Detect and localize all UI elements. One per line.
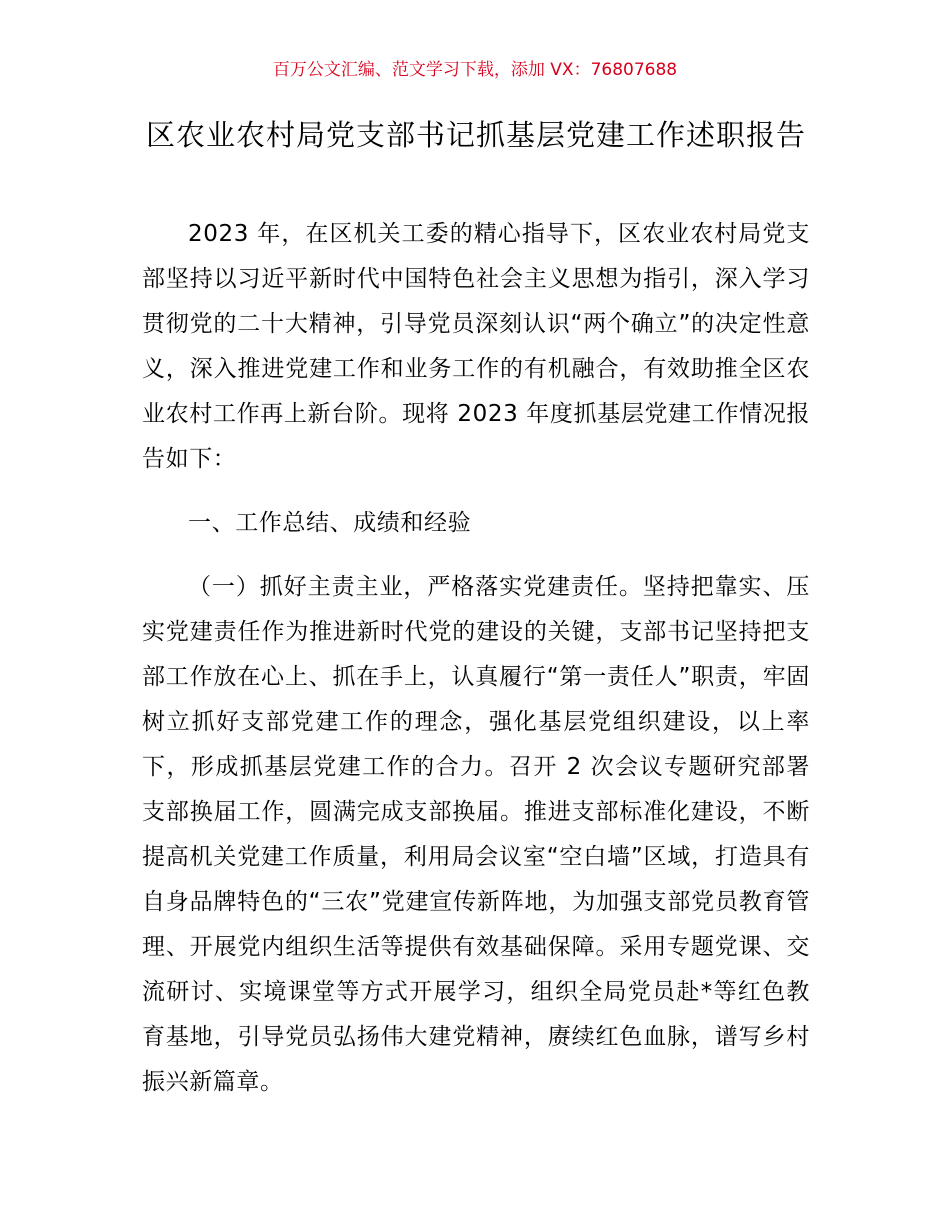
section-heading: 一、工作总结、成绩和经验 xyxy=(188,510,472,536)
document-title: 区农业农村局党支部书记抓基层党建工作述职报告 xyxy=(145,118,806,152)
intro-paragraph: 2023 年，在区机关工委的精心指导下，区农业农村局党支部坚持以习近平新时代中国特色社会主义思想为指引，深入学习贯彻党的二十大精神，引导党员深刻认识“两个确立”的决定性意义，深入推进党建工作和业务工作的有机融合，有效助推全区农业农村工作再上新台阶。现将 2023 年度抓基层党建工作情况报告如下： xyxy=(142,221,810,472)
header-promo-text: 百万公文汇编、范文学习下载，添加 VX：76807688 xyxy=(272,60,678,80)
document-body xyxy=(142,212,810,1105)
section-paragraph: （一）抓好主责主业，严格落实党建责任。坚持把靠实、压实党建责任作为推进新时代党的建设的关键，支部书记坚持把支部工作放在心上、抓在手上，认真履行“第一责任人”职责，牢固树立抓好支部党建工作的理念，强化基层党组织建设，以上率下，形成抓基层党建工作的合力。召开 2 次会议专题研究部署支部换届工作，圆满完成支部换届。推进支部标准化建设，不断提高机关党建工作质量，利用局会议室“空白墙”区域，打造具有自身品牌特色的“三农”党建宣传新阵地，为加强支部党员教育管理、开展党内组织生活等提供有效基础保障。采用专题党课、交流研讨、实境课堂等方式开展学习，组织全局党员赴*等红色教育基地，引导党员弘扬伟大建党精神，赓续红色血脉，谱写乡村振兴新篇章。 xyxy=(142,574,810,1095)
